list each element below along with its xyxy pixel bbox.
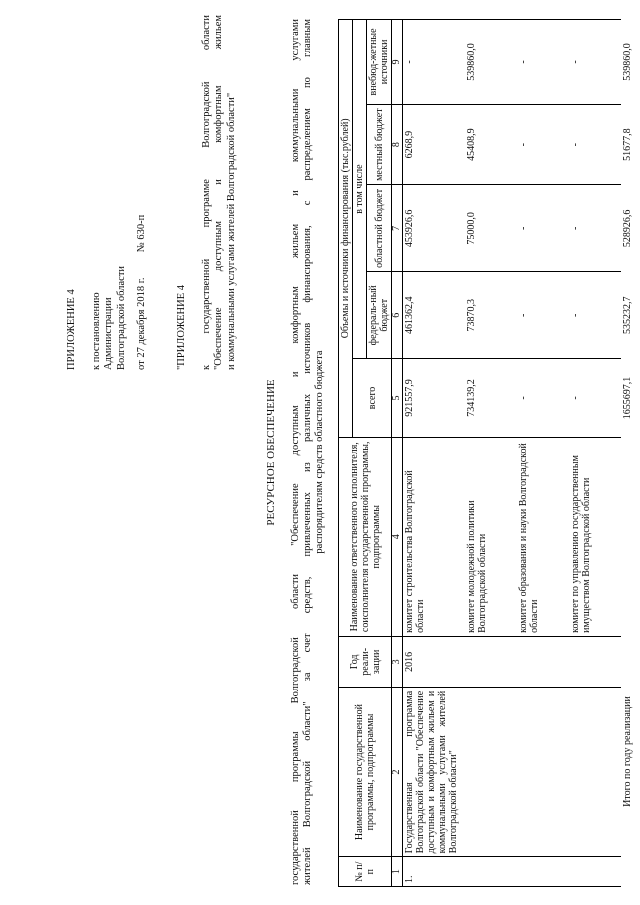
row-total: 734139,2 xyxy=(465,359,517,437)
col-year-header: Год реали-зации xyxy=(339,636,392,687)
col-number: 4 xyxy=(392,437,403,636)
row-regional: 75000,0 xyxy=(465,185,517,272)
row-regional: 453926,6 xyxy=(403,185,465,272)
col-exec-header: Наименование ответственного исполнителя, соисполнителя государственной программы, подпрограммы xyxy=(339,437,392,636)
row-local: 6268,9 xyxy=(403,104,465,185)
col-number: 9 xyxy=(392,20,403,105)
row-total: - xyxy=(517,359,569,437)
summary-federal: 535232,7 xyxy=(621,296,633,335)
col-num-header: № п/п xyxy=(339,857,392,887)
annex-line2: Администрации xyxy=(103,297,114,370)
row-extra: - xyxy=(403,20,465,105)
row-executor: комитет молодежной политики Волгоградской области xyxy=(465,437,517,636)
col-local-header: местный бюджет xyxy=(367,104,392,185)
intro-line3: распорядителям средств областного бюджета xyxy=(314,350,325,554)
annex2-title: "ПРИЛОЖЕНИЕ 4 xyxy=(176,284,187,370)
annex-date: 27 декабря 2018 г. xyxy=(136,277,147,358)
col-number: 8 xyxy=(392,104,403,185)
annex2-line3: и коммунальными услугами жителей Волгоградской области" xyxy=(225,92,237,370)
intro-line2: жителей Волгоградской области" за счет средств, привлеченных из различных источников финансирования, с распределением по главным xyxy=(302,19,313,885)
row-local: - xyxy=(569,104,621,185)
column-numbers-row xyxy=(392,20,403,887)
row-extra: 539860,0 xyxy=(465,20,517,105)
program-number: 1. xyxy=(403,857,621,887)
summary-local: 51677,8 xyxy=(621,128,633,161)
header-row-1 xyxy=(339,20,353,887)
annex-date-line: от 27 декабря 2018 г. № 630-п xyxy=(136,214,147,370)
annex-line3: Волгоградской области xyxy=(115,265,127,370)
resource-table xyxy=(338,19,634,887)
summary-label: Итого по году реализации xyxy=(621,696,633,807)
row-total: 921557,9 xyxy=(403,359,465,437)
doc-title: РЕСУРСНОЕ ОБЕСПЕЧЕНИЕ xyxy=(265,379,277,526)
row-executor: комитет образования и науки Волгоградской области xyxy=(517,437,569,636)
col-regional-header: областной бюджет xyxy=(367,185,392,272)
annex2-header xyxy=(176,15,238,370)
summary-row xyxy=(621,20,634,887)
col-extra-header: внебюд-жетные источники xyxy=(367,20,392,105)
col-number: 2 xyxy=(392,687,403,857)
row-federal: - xyxy=(517,272,569,359)
row-extra: - xyxy=(569,20,621,105)
col-number: 1 xyxy=(392,857,403,887)
row-regional: - xyxy=(517,185,569,272)
col-number: 7 xyxy=(392,185,403,272)
col-incl-header: в том числе xyxy=(353,20,367,359)
col-number: 6 xyxy=(392,272,403,359)
annex2-line1: к государственной программе Волгоградской области xyxy=(200,15,212,370)
col-name-header: Наименование государственной программы, подпрограммы xyxy=(339,687,392,857)
summary-regional: 528926,6 xyxy=(621,209,633,248)
row-executor: комитет строительства Волгоградской области xyxy=(403,437,465,636)
row-extra: - xyxy=(517,20,569,105)
annex2-line2: "Обеспечение доступным и комфортным жильем xyxy=(213,15,224,370)
row-local: 45408,9 xyxy=(465,104,517,185)
row-local: - xyxy=(517,104,569,185)
row-federal: 461362,4 xyxy=(403,272,465,359)
col-total-header: всего xyxy=(353,359,392,437)
annex-header xyxy=(66,215,149,370)
program-name: Государственная программа Волгоградской области "Обеспечение доступным и комфортным жильем и коммунальными услугами жителей Волгоградской области" xyxy=(403,687,621,857)
annex-number: 630-п xyxy=(136,214,147,240)
col-federal-header: федераль-ный бюджет xyxy=(367,272,392,359)
col-number: 5 xyxy=(392,359,403,437)
intro-line1: государственной программы Волгоградской области "Обеспечение доступным и комфортным жильем и коммунальными услугами xyxy=(290,19,301,885)
col-number: 3 xyxy=(392,636,403,687)
annex-line1: к постановлению xyxy=(90,292,102,370)
row-regional: - xyxy=(569,185,621,272)
row-federal: - xyxy=(569,272,621,359)
row-executor: комитет по управлению государственным имуществом Волгоградской области xyxy=(569,437,621,636)
table-row xyxy=(403,20,465,887)
row-federal: 73870,3 xyxy=(465,272,517,359)
row-total: - xyxy=(569,359,621,437)
annex-title: ПРИЛОЖЕНИЕ 4 xyxy=(66,289,77,370)
col-volumes-header: Объемы и источники финансирования (тыс.рублей) xyxy=(339,20,353,438)
summary-extra: 539860,0 xyxy=(621,43,633,81)
program-year: 2016 xyxy=(403,636,621,687)
summary-total: 1655697,1 xyxy=(621,376,633,420)
doc-intro xyxy=(290,19,326,885)
